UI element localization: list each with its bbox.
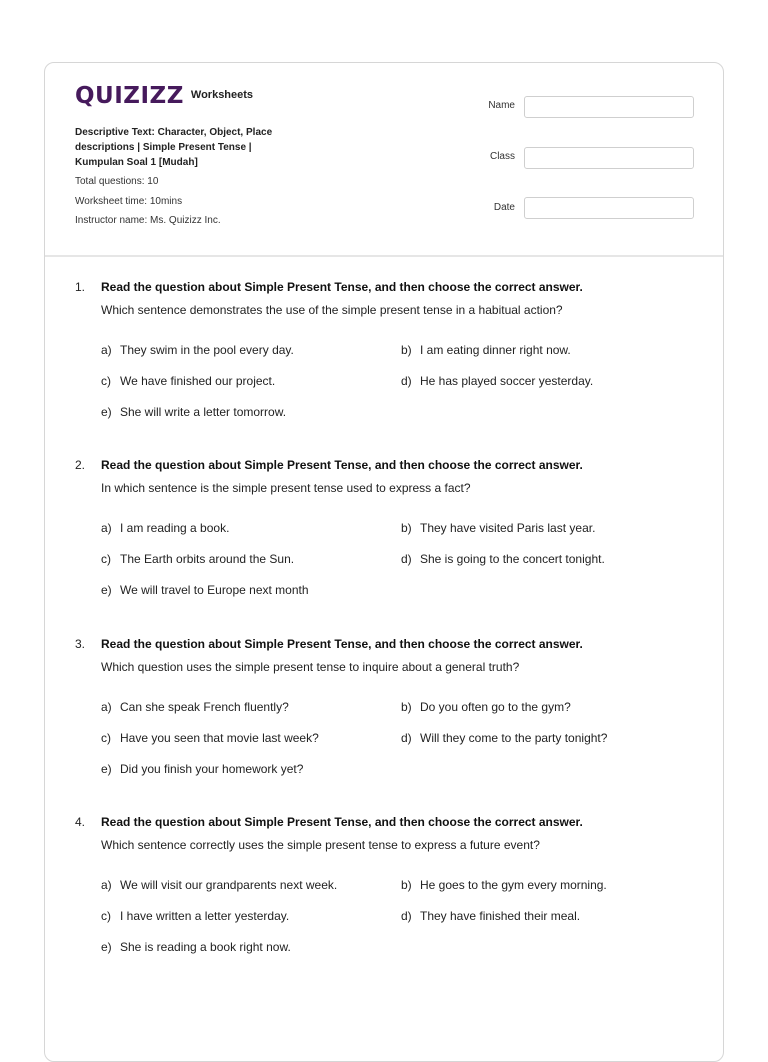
option-a[interactable]: a) We will visit our grandparents next week. xyxy=(101,878,338,892)
option-d[interactable]: d) Will they come to the party tonight? xyxy=(401,731,608,745)
option-c[interactable]: c) We have finished our project. xyxy=(101,374,276,388)
date-input[interactable] xyxy=(524,197,694,219)
option-c[interactable]: c) I have written a letter yesterday. xyxy=(101,909,290,923)
class-input[interactable] xyxy=(524,147,694,169)
name-label: Name xyxy=(488,100,515,111)
question-text: Which sentence correctly uses the simple present tense to express a future event? xyxy=(101,838,540,852)
option-c[interactable]: c) Have you seen that movie last week? xyxy=(101,731,319,745)
option-b[interactable]: b) He goes to the gym every morning. xyxy=(401,878,607,892)
worksheet-time: Worksheet time: 10mins xyxy=(75,196,183,207)
question-heading: Read the question about Simple Present Tense, and then choose the correct answer. xyxy=(101,815,583,829)
option-e[interactable]: e) She will write a letter tomorrow. xyxy=(101,405,287,419)
option-d[interactable]: d) She is going to the concert tonight. xyxy=(401,552,605,566)
question-text: Which sentence demonstrates the use of the simple present tense in a habitual action? xyxy=(101,303,563,317)
worksheet-header xyxy=(45,63,723,257)
date-label: Date xyxy=(493,202,515,213)
option-e[interactable]: e) Did you finish your homework yet? xyxy=(101,762,304,776)
option-e[interactable]: e) She is reading a book right now. xyxy=(101,940,291,954)
question-text: Which question uses the simple present tense to inquire about a general truth? xyxy=(101,660,520,674)
logo-wordmark: QUIZIZZ xyxy=(75,83,184,109)
question-text: In which sentence is the simple present tense used to express a fact? xyxy=(101,481,471,495)
question-number: 2. xyxy=(75,458,86,472)
question-heading: Read the question about Simple Present Tense, and then choose the correct answer. xyxy=(101,458,583,472)
question-number: 3. xyxy=(75,637,86,651)
class-label: Class xyxy=(489,151,515,162)
option-b[interactable]: b) Do you often go to the gym? xyxy=(401,700,571,714)
question-number: 4. xyxy=(75,815,86,829)
question-heading: Read the question about Simple Present Tense, and then choose the correct answer. xyxy=(101,637,583,651)
instructor-name: Instructor name: Ms. Quizizz Inc. xyxy=(75,215,221,226)
total-questions: Total questions: 10 xyxy=(75,176,159,187)
option-b[interactable]: b) They have visited Paris last year. xyxy=(401,521,596,535)
question-number: 1. xyxy=(75,280,86,294)
logo-subtitle: Worksheets xyxy=(190,88,254,101)
option-d[interactable]: d) They have finished their meal. xyxy=(401,909,581,923)
worksheet-card xyxy=(44,62,724,1062)
option-a[interactable]: a) They swim in the pool every day. xyxy=(101,343,294,357)
option-d[interactable]: d) He has played soccer yesterday. xyxy=(401,374,594,388)
name-input[interactable] xyxy=(524,96,694,118)
quizizz-logo xyxy=(75,85,253,108)
question-heading: Read the question about Simple Present Tense, and then choose the correct answer. xyxy=(101,280,583,294)
option-a[interactable]: a) Can she speak French fluently? xyxy=(101,700,289,714)
option-c[interactable]: c) The Earth orbits around the Sun. xyxy=(101,552,295,566)
option-b[interactable]: b) I am eating dinner right now. xyxy=(401,343,571,357)
option-e[interactable]: e) We will travel to Europe next month xyxy=(101,583,309,597)
option-a[interactable]: a) I am reading a book. xyxy=(101,521,230,535)
worksheet-title: Descriptive Text: Character, Object, Place descriptions | Simple Present Tense | Kumpulan Soal 1 [Mudah] xyxy=(75,127,273,168)
